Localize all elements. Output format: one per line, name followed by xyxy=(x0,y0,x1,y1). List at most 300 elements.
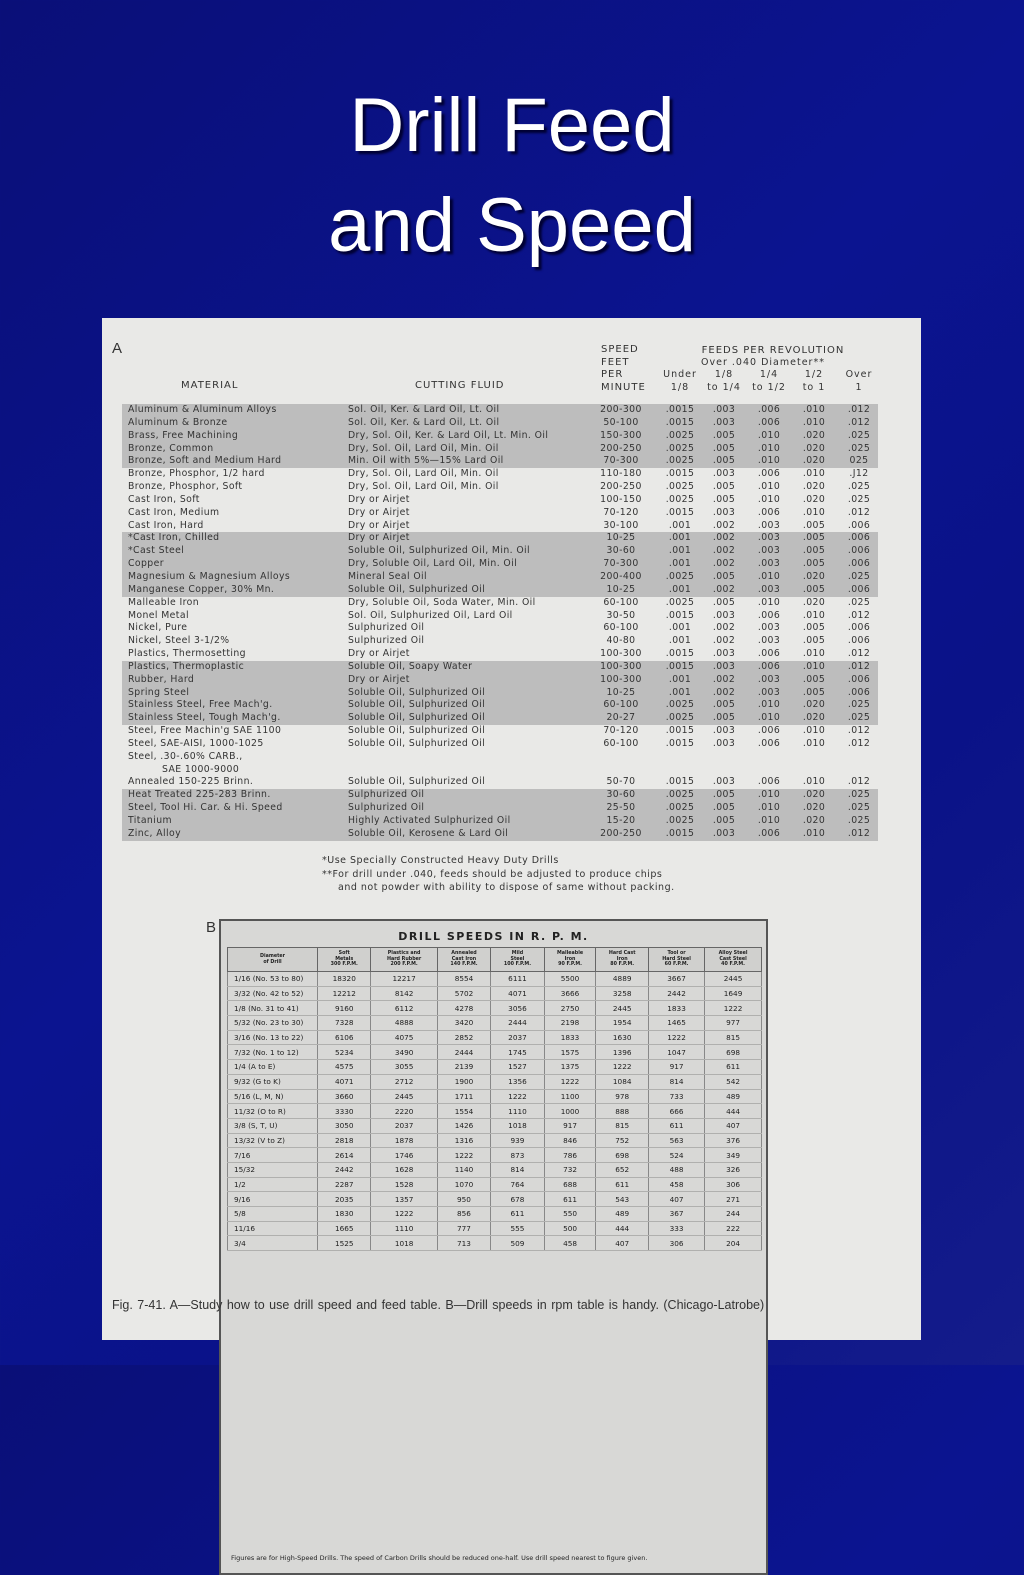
cutting-fluid-cell: Soluble Oil, Soapy Water xyxy=(348,660,473,672)
feed-cell: .001 xyxy=(668,622,692,634)
rpm-cell: 611 xyxy=(544,1192,596,1207)
feed-cell: .010 xyxy=(757,570,781,582)
rpm-cell: 3050 xyxy=(318,1118,371,1133)
rpm-cell: 524 xyxy=(649,1148,705,1163)
rpm-cell: 458 xyxy=(649,1177,705,1192)
material-cell: Bronze, Phosphor, 1/2 hard xyxy=(128,468,265,480)
table-row xyxy=(122,597,878,610)
rpm-cell: 3056 xyxy=(491,1001,544,1016)
rpm-cell: 1222 xyxy=(705,1001,762,1016)
feed-cell: .006 xyxy=(847,635,871,647)
feed-cell: .010 xyxy=(757,455,781,467)
rpm-cell: 3666 xyxy=(544,986,596,1001)
header-feed-col-1: Under 1/8 xyxy=(663,369,697,393)
table-row xyxy=(122,699,878,712)
rpm-cell: 6112 xyxy=(371,1001,437,1016)
rpm-cell: 688 xyxy=(544,1177,596,1192)
rpm-cell: 2750 xyxy=(544,1001,596,1016)
drill-speeds-table xyxy=(219,919,768,1575)
feed-cell: .006 xyxy=(847,686,871,698)
table-row xyxy=(122,481,878,494)
feed-cell: .020 xyxy=(802,429,826,441)
cutting-fluid-cell: Dry, Sol. Oil, Ker. & Lard Oil, Lt. Min. Oil xyxy=(348,429,549,441)
feed-cell: .010 xyxy=(802,468,826,480)
feed-cell: .005 xyxy=(712,802,736,814)
rpm-cell: 1110 xyxy=(371,1221,437,1236)
rpm-cell: 407 xyxy=(705,1118,762,1133)
rpm-cell: 1100 xyxy=(544,1089,596,1104)
rpm-cell: 1525 xyxy=(318,1236,371,1251)
material-cell: Zinc, Alloy xyxy=(128,827,181,839)
feed-cell: .020 xyxy=(802,789,826,801)
material-cell: Steel, Tool Hi. Car. & Hi. Speed xyxy=(128,802,283,814)
speed-cell: 200-400 xyxy=(600,570,642,582)
rpm-cell: 888 xyxy=(596,1104,649,1119)
speed-cell: 100-300 xyxy=(600,673,642,685)
cutting-fluid-cell: Sol. Oil, Ker. & Lard Oil, Lt. Oil xyxy=(348,404,500,415)
material-cell: Plastics, Thermosetting xyxy=(128,648,246,660)
feed-cell: .0015 xyxy=(665,725,695,737)
table-row xyxy=(122,815,878,828)
rpm-cell: 1900 xyxy=(437,1074,490,1089)
rpm-cell: 5702 xyxy=(437,986,490,1001)
table-row xyxy=(228,1192,762,1207)
rpm-cell: 1426 xyxy=(437,1118,490,1133)
feed-cell: .001 xyxy=(668,519,692,531)
rpm-cell: 752 xyxy=(596,1133,649,1148)
rpm-cell: 4071 xyxy=(491,986,544,1001)
column-header: Annealed Cast Iron 140 F.P.M. xyxy=(437,948,490,972)
diameter-cell: 13/32 (V to Z) xyxy=(228,1133,318,1148)
feed-cell: .005 xyxy=(712,699,736,711)
speed-cell: 50-70 xyxy=(606,776,636,788)
rpm-cell: 1110 xyxy=(491,1104,544,1119)
rpm-cell: 814 xyxy=(649,1074,705,1089)
rpm-cell: 1649 xyxy=(705,986,762,1001)
feed-cell: .006 xyxy=(847,519,871,531)
rpm-cell: 458 xyxy=(544,1236,596,1251)
feed-cell: .010 xyxy=(757,802,781,814)
material-cell: Heat Treated 225-283 Brinn. xyxy=(128,789,271,801)
cutting-fluid-cell: Soluble Oil, Sulphurized Oil xyxy=(348,776,486,788)
header-feed-col-5: Over 1 xyxy=(845,369,873,393)
rpm-cell: 1554 xyxy=(437,1104,490,1119)
rpm-cell: 856 xyxy=(437,1207,490,1222)
table-row xyxy=(122,674,878,687)
feed-cell: .005 xyxy=(802,686,826,698)
table-row xyxy=(228,1221,762,1236)
speed-cell: 70-300 xyxy=(603,455,639,467)
rpm-cell: 349 xyxy=(705,1148,762,1163)
rpm-cell: 326 xyxy=(705,1162,762,1177)
table-row xyxy=(122,520,878,533)
feed-cell: .025 xyxy=(847,712,871,724)
feed-speed-table xyxy=(122,404,878,841)
speed-cell: 110-180 xyxy=(600,468,642,480)
material-cell: Nickel, Steel 3-1/2% xyxy=(128,635,230,647)
cutting-fluid-cell: Dry or Airjet xyxy=(348,648,410,660)
rpm-cell: 814 xyxy=(491,1162,544,1177)
feed-cell: .003 xyxy=(712,725,736,737)
feed-cell: .010 xyxy=(757,481,781,493)
feed-cell: .025 xyxy=(847,481,871,493)
rpm-cell: 4888 xyxy=(371,1016,437,1031)
rpm-cell: 407 xyxy=(596,1236,649,1251)
speed-cell: 10-25 xyxy=(606,583,636,595)
footnote: *Use Specially Constructed Heavy Duty Drills xyxy=(322,855,559,866)
cutting-fluid-cell: Sulphurized Oil xyxy=(348,802,425,814)
table-row xyxy=(122,622,878,635)
rpm-cell: 1878 xyxy=(371,1133,437,1148)
table-row xyxy=(122,455,878,468)
feed-cell: .005 xyxy=(712,596,736,608)
diameter-cell: 11/32 (O to R) xyxy=(228,1104,318,1119)
feed-cell: .025 xyxy=(847,815,871,826)
rpm-cell: 978 xyxy=(596,1089,649,1104)
feed-cell: .006 xyxy=(847,583,871,595)
material-cell: Nickel, Pure xyxy=(128,622,188,634)
cutting-fluid-cell: Dry or Airjet xyxy=(348,519,410,531)
feed-cell: .003 xyxy=(712,609,736,621)
feed-cell: .025 xyxy=(847,429,871,441)
feed-cell: .012 xyxy=(847,725,871,737)
feed-cell: .003 xyxy=(757,635,781,647)
feed-cell: .010 xyxy=(802,776,826,788)
diameter-cell: 1/2 xyxy=(228,1177,318,1192)
diameter-cell: 7/32 (No. 1 to 12) xyxy=(228,1045,318,1060)
feed-cell: .006 xyxy=(847,532,871,544)
feed-cell: .012 xyxy=(847,660,871,672)
table-row xyxy=(228,1074,762,1089)
material-cell: Steel, SAE-AISI, 1000-1025 xyxy=(128,737,264,749)
table-row xyxy=(122,661,878,674)
feed-cell: .020 xyxy=(802,442,826,454)
speed-cell: 15-20 xyxy=(606,815,636,826)
diameter-cell: 7/16 xyxy=(228,1148,318,1163)
feed-cell: .005 xyxy=(712,712,736,724)
material-cell: SAE 1000-9000 xyxy=(162,763,240,775)
column-header: Alloy Steel Cast Steel 40 F.P.M. xyxy=(705,948,762,972)
cutting-fluid-cell: Soluble Oil, Sulphurized Oil xyxy=(348,583,486,595)
rpm-cell: 12212 xyxy=(318,986,371,1001)
table-row xyxy=(122,764,878,777)
feed-cell: .003 xyxy=(712,827,736,839)
feed-cell: .001 xyxy=(668,673,692,685)
rpm-cell: 2712 xyxy=(371,1074,437,1089)
rpm-cell: 1628 xyxy=(371,1162,437,1177)
feed-cell: .006 xyxy=(757,660,781,672)
cutting-fluid-cell: Sulphurized Oil xyxy=(348,789,425,801)
rpm-cell: 1000 xyxy=(544,1104,596,1119)
rpm-cell: 8554 xyxy=(437,972,490,987)
feed-cell: .020 xyxy=(802,596,826,608)
rpm-cell: 1070 xyxy=(437,1177,490,1192)
feed-cell: .0015 xyxy=(665,648,695,660)
feed-cell: .003 xyxy=(712,404,736,415)
cutting-fluid-cell: Dry, Soluble Oil, Lard Oil, Min. Oil xyxy=(348,558,518,570)
rpm-cell: 271 xyxy=(705,1192,762,1207)
table-row xyxy=(122,776,878,789)
material-cell: Stainless Steel, Tough Mach'g. xyxy=(128,712,281,724)
rpm-cell: 222 xyxy=(705,1221,762,1236)
diameter-cell: 1/8 (No. 31 to 41) xyxy=(228,1001,318,1016)
table-row xyxy=(122,635,878,648)
table-row xyxy=(228,1207,762,1222)
column-header: Mild Steel 100 F.P.M. xyxy=(491,948,544,972)
material-cell: Cast Iron, Hard xyxy=(128,519,204,531)
feed-cell: .0015 xyxy=(665,609,695,621)
rpm-cell: 489 xyxy=(596,1207,649,1222)
rpm-cell: 698 xyxy=(596,1148,649,1163)
feed-cell: .003 xyxy=(757,622,781,634)
table-row xyxy=(122,789,878,802)
section-a-letter: A xyxy=(112,340,123,357)
rpm-cell: 1140 xyxy=(437,1162,490,1177)
table-row xyxy=(228,1060,762,1075)
feed-cell: .0015 xyxy=(665,506,695,518)
header-feeds-title: FEEDS PER REVOLUTION xyxy=(701,345,845,356)
rpm-cell: 1222 xyxy=(649,1030,705,1045)
drill-speeds-title: DRILL SPEEDS IN R. P. M. xyxy=(398,930,589,943)
rpm-cell: 4278 xyxy=(437,1001,490,1016)
feed-cell: .006 xyxy=(757,416,781,428)
material-cell: Magnesium & Magnesium Alloys xyxy=(128,570,291,582)
table-row xyxy=(228,1118,762,1133)
feed-cell: .020 xyxy=(802,570,826,582)
rpm-cell: 611 xyxy=(705,1060,762,1075)
speed-cell: 70-120 xyxy=(603,725,639,737)
material-cell: Annealed 150-225 Brinn. xyxy=(128,776,254,788)
rpm-cell: 666 xyxy=(649,1104,705,1119)
rpm-cell: 1316 xyxy=(437,1133,490,1148)
cutting-fluid-cell: Dry, Sol. Oil, Lard Oil, Min. Oil xyxy=(348,468,499,480)
feed-cell: .0025 xyxy=(665,442,695,454)
feed-cell: .001 xyxy=(668,532,692,544)
rpm-cell: 1018 xyxy=(371,1236,437,1251)
rpm-cell: 2818 xyxy=(318,1133,371,1148)
table-row xyxy=(122,558,878,571)
cutting-fluid-cell: Dry, Sol. Oil, Lard Oil, Min. Oil xyxy=(348,481,499,493)
rpm-cell: 2139 xyxy=(437,1060,490,1075)
rpm-cell: 2445 xyxy=(596,1001,649,1016)
speed-cell: 40-80 xyxy=(606,635,636,647)
diameter-cell: 9/32 (G to K) xyxy=(228,1074,318,1089)
feed-cell: .006 xyxy=(847,545,871,557)
table-row xyxy=(122,828,878,841)
rpm-cell: 1357 xyxy=(371,1192,437,1207)
feed-cell: .0025 xyxy=(665,429,695,441)
feed-cell: .020 xyxy=(802,815,826,826)
feed-cell: .010 xyxy=(802,609,826,621)
rpm-cell: 543 xyxy=(596,1192,649,1207)
feed-cell: .003 xyxy=(757,519,781,531)
table-row xyxy=(122,430,878,443)
rpm-cell: 1222 xyxy=(491,1089,544,1104)
cutting-fluid-cell: Soluble Oil, Kerosene & Lard Oil xyxy=(348,827,509,839)
feed-cell: .012 xyxy=(847,404,871,415)
feed-cell: .005 xyxy=(802,532,826,544)
speed-cell: 200-250 xyxy=(600,827,642,839)
rpm-cell: 4075 xyxy=(371,1030,437,1045)
feed-cell: .0025 xyxy=(665,712,695,724)
feed-cell: .003 xyxy=(712,776,736,788)
cutting-fluid-cell: Dry, Sol. Oil, Lard Oil, Min. Oil xyxy=(348,442,499,454)
feed-cell: .0025 xyxy=(665,815,695,826)
material-cell: *Cast Iron, Chilled xyxy=(128,532,220,544)
header-speed: SPEED FEET PER MINUTE xyxy=(601,344,646,393)
feed-cell: .005 xyxy=(802,635,826,647)
speed-cell: 200-300 xyxy=(600,404,642,415)
feed-cell: .0025 xyxy=(665,699,695,711)
feed-cell: .025 xyxy=(847,699,871,711)
rpm-cell: 1222 xyxy=(371,1207,437,1222)
rpm-cell: 5500 xyxy=(544,972,596,987)
footnotes xyxy=(322,854,675,895)
feed-cell: .006 xyxy=(757,827,781,839)
feed-cell: .003 xyxy=(757,532,781,544)
cutting-fluid-cell: Soluble Oil, Sulphurized Oil, Min. Oil xyxy=(348,545,531,557)
cutting-fluid-cell: Dry or Airjet xyxy=(348,506,410,518)
rpm-cell: 1047 xyxy=(649,1045,705,1060)
rpm-cell: 333 xyxy=(649,1221,705,1236)
feed-cell: .0025 xyxy=(665,570,695,582)
feed-cell: .025 xyxy=(847,442,871,454)
feed-cell: .0015 xyxy=(665,827,695,839)
feed-cell: .020 xyxy=(802,712,826,724)
header-material: MATERIAL xyxy=(181,380,239,391)
rpm-cell: 12217 xyxy=(371,972,437,987)
speed-cell: 30-50 xyxy=(606,609,636,621)
slide-title-line-1: Drill Feed xyxy=(349,83,675,168)
material-cell: Rubber, Hard xyxy=(128,673,195,685)
feed-cell: .002 xyxy=(712,635,736,647)
rpm-cell: 7328 xyxy=(318,1016,371,1031)
cutting-fluid-cell: Min. Oil with 5%—15% Lard Oil xyxy=(348,455,504,467)
rpm-cell: 1746 xyxy=(371,1148,437,1163)
column-header: Diameter of Drill xyxy=(228,948,318,972)
feed-cell: .0025 xyxy=(665,481,695,493)
feed-cell: .020 xyxy=(802,699,826,711)
feed-cell: .006 xyxy=(757,506,781,518)
rpm-cell: 2444 xyxy=(491,1016,544,1031)
rpm-cell: 2037 xyxy=(491,1030,544,1045)
feed-cell: .010 xyxy=(757,493,781,505)
rpm-cell: 2037 xyxy=(371,1118,437,1133)
table-row xyxy=(122,507,878,520)
table-row xyxy=(122,404,878,417)
table-row xyxy=(122,443,878,456)
feed-cell: .010 xyxy=(757,712,781,724)
feed-cell: .002 xyxy=(712,622,736,634)
rpm-cell: 306 xyxy=(705,1177,762,1192)
speed-cell: 200-250 xyxy=(600,481,642,493)
table-row xyxy=(122,751,878,764)
feed-cell: .005 xyxy=(802,519,826,531)
rpm-cell: 500 xyxy=(544,1221,596,1236)
rpm-cell: 1018 xyxy=(491,1118,544,1133)
table-row xyxy=(228,1045,762,1060)
rpm-cell: 1745 xyxy=(491,1045,544,1060)
rpm-cell: 1222 xyxy=(596,1060,649,1075)
feed-cell: .006 xyxy=(847,622,871,634)
feed-cell: .003 xyxy=(712,506,736,518)
feed-cell: .0015 xyxy=(665,468,695,480)
header-feed-col-2: 1/8 to 1/4 xyxy=(707,369,741,393)
feed-cell: .010 xyxy=(757,699,781,711)
feed-cell: .010 xyxy=(802,404,826,415)
material-cell: Monel Metal xyxy=(128,609,189,621)
material-cell: Cast Iron, Soft xyxy=(128,493,200,505)
speed-cell: 20-27 xyxy=(606,712,636,724)
speed-cell: 200-250 xyxy=(600,442,642,454)
feed-cell: .003 xyxy=(712,648,736,660)
table-row xyxy=(122,725,878,738)
feed-cell: .012 xyxy=(847,776,871,788)
feed-cell: .0015 xyxy=(665,404,695,415)
rpm-cell: 1396 xyxy=(596,1045,649,1060)
material-cell: Plastics, Thermoplastic xyxy=(128,660,245,672)
speed-cell: 150-300 xyxy=(600,429,642,441)
rpm-cell: 713 xyxy=(437,1236,490,1251)
feed-cell: .010 xyxy=(802,737,826,749)
rpm-cell: 611 xyxy=(649,1118,705,1133)
feed-cell: .005 xyxy=(802,622,826,634)
feed-cell: .010 xyxy=(757,596,781,608)
column-header: Plastics and Hard Rubber 200 F.P.M. xyxy=(371,948,437,972)
speed-cell: 60-100 xyxy=(603,596,639,608)
feed-cell: .006 xyxy=(757,737,781,749)
feed-cell: .012 xyxy=(847,648,871,660)
material-cell: Cast Iron, Medium xyxy=(128,506,220,518)
header-cutting-fluid: CUTTING FLUID xyxy=(415,380,505,391)
feed-cell: .003 xyxy=(712,660,736,672)
diameter-cell: 3/4 xyxy=(228,1236,318,1251)
rpm-cell: 3490 xyxy=(371,1045,437,1060)
feed-cell: .002 xyxy=(712,519,736,531)
speed-cell: 30-60 xyxy=(606,789,636,801)
feed-cell: .006 xyxy=(847,558,871,570)
table-row xyxy=(122,571,878,584)
table-row xyxy=(228,986,762,1001)
rpm-cell: 917 xyxy=(649,1060,705,1075)
cutting-fluid-cell: Soluble Oil, Sulphurized Oil xyxy=(348,725,486,737)
rpm-cell: 542 xyxy=(705,1074,762,1089)
cutting-fluid-cell: Soluble Oil, Sulphurized Oil xyxy=(348,737,486,749)
rpm-cell: 1375 xyxy=(544,1060,596,1075)
feed-cell: .005 xyxy=(712,455,736,467)
feed-cell: .001 xyxy=(668,686,692,698)
rpm-cell: 2220 xyxy=(371,1104,437,1119)
cutting-fluid-cell: Sulphurized Oil xyxy=(348,622,425,634)
table-row xyxy=(122,584,878,597)
feed-cell: .012 xyxy=(847,827,871,839)
slide-title xyxy=(0,76,1024,276)
rpm-cell: 3330 xyxy=(318,1104,371,1119)
rpm-cell: 732 xyxy=(544,1162,596,1177)
speed-cell: 70-300 xyxy=(603,558,639,570)
feed-cell: .005 xyxy=(802,558,826,570)
rpm-cell: 376 xyxy=(705,1133,762,1148)
rpm-cell: 1665 xyxy=(318,1221,371,1236)
material-cell: Steel, Free Machin'g SAE 1100 xyxy=(128,725,282,737)
feed-cell: .010 xyxy=(802,648,826,660)
feed-cell: .010 xyxy=(757,442,781,454)
table-row xyxy=(228,1162,762,1177)
feed-cell: .002 xyxy=(712,673,736,685)
table-row xyxy=(122,610,878,623)
rpm-cell: 9160 xyxy=(318,1001,371,1016)
material-cell: Steel, .30-.60% CARB., xyxy=(128,750,243,762)
